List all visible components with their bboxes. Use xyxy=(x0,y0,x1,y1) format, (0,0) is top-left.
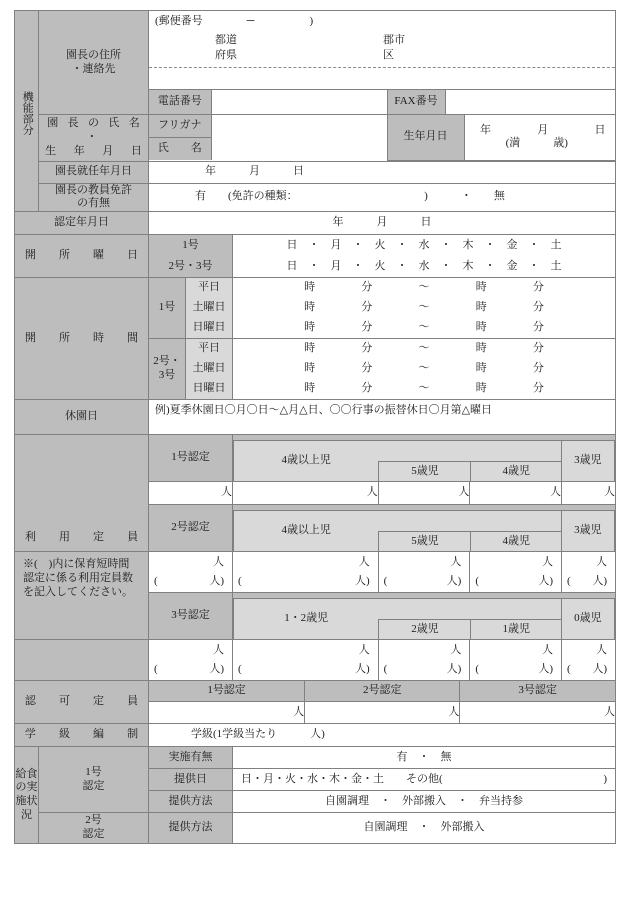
label-telephone: 電話番号 xyxy=(149,90,211,114)
open-hours-type-23go xyxy=(149,339,186,400)
row-principal-address xyxy=(15,11,616,90)
row-certification-date xyxy=(15,212,616,235)
authorized-capacity-col-3go: 3号認定 xyxy=(460,681,615,701)
capacity-3go-value-age12[interactable] xyxy=(233,640,378,680)
capacity-3go-age2-unit: 人 xyxy=(450,644,462,657)
capacity-1go-header-age4: 4歳児 xyxy=(470,461,562,481)
capacity-3go-header-age2: 2歳児 xyxy=(378,619,470,639)
field-fax[interactable] xyxy=(445,90,615,114)
open-days-type-23go: 2号・3号 xyxy=(149,256,233,278)
authorized-capacity-col-1go: 1号認定 xyxy=(149,681,305,701)
field-birthdate[interactable] xyxy=(464,115,615,160)
capacity-2go-value-age3[interactable] xyxy=(562,552,616,592)
city-line2: 区 xyxy=(383,48,394,61)
field-furigana[interactable] xyxy=(211,115,387,138)
capacity-3go-age2-short: 人) xyxy=(446,663,462,675)
label-principal-name: 園 長 の 氏 名 ・ xyxy=(47,117,143,143)
capacity-note-line1: ※( )内に保育短時間 xyxy=(23,558,130,570)
facility-information-form xyxy=(14,10,616,844)
phone-fax-table xyxy=(149,90,615,114)
capacity-1go-header-over4: 4歳以上児 xyxy=(281,454,331,467)
capacity-type-3go-text: 3号認定 xyxy=(171,609,210,622)
meals-key-method-2go: 提供方法 xyxy=(149,813,233,844)
label-meals-status xyxy=(15,747,39,844)
row-open-hours-1go-weekday xyxy=(15,278,616,299)
capacity-3go-value-age1[interactable] xyxy=(470,640,562,680)
capacity-3go-value-total[interactable] xyxy=(149,640,233,681)
capacity-2go-over4-short: 人) xyxy=(354,575,370,587)
prefecture-field[interactable] xyxy=(215,33,237,63)
capacity-2go-age4-short: 人) xyxy=(538,575,553,587)
city-line1: 郡市 xyxy=(383,34,405,46)
row-closed-days xyxy=(15,400,616,435)
capacity-2go-age3-short: 人) xyxy=(592,575,608,587)
authorized-capacity-headers xyxy=(149,681,616,702)
field-meals-method-2go[interactable]: 自園調理 ・ 外部搬入 xyxy=(233,813,616,844)
capacity-note-line3: を記入してください。 xyxy=(23,585,133,598)
field-open-hours-23go-weekday[interactable]: 時 分 ～ 時 分 xyxy=(233,339,616,360)
capacity-1go-value-age3[interactable]: 人 xyxy=(562,482,616,504)
capacity-2go-age5-open-paren: ( xyxy=(383,575,388,588)
row-class-organization xyxy=(15,724,616,747)
field-closed-days[interactable]: 例)夏季休園日〇月〇日～△月△日、〇〇行事の振替休日〇月第△曜日 xyxy=(149,400,616,435)
capacity-2go-over4-open-paren: ( xyxy=(238,575,242,588)
row-capacity-3go-values xyxy=(15,640,616,681)
prefecture-line1: 都道 xyxy=(215,34,237,46)
label-open-hours: 開 所 時 間 xyxy=(15,278,149,400)
label-teaching-license xyxy=(39,183,149,212)
meals-type-2go xyxy=(39,813,149,844)
capacity-note-spacer xyxy=(15,640,149,681)
open-hours-day-23go-sunday: 日曜日 xyxy=(186,379,233,400)
authorized-capacity-value-table xyxy=(149,702,615,723)
capacity-3go-total-open-paren: ( xyxy=(154,663,158,676)
capacity-2go-value-over4[interactable] xyxy=(233,552,378,592)
authorized-capacity-header-table xyxy=(149,681,615,701)
field-certification-date[interactable]: 年 月 日 xyxy=(149,212,616,235)
label-teaching-license-line2: の有無 xyxy=(77,197,110,210)
row-capacity-2go-values xyxy=(15,552,616,593)
label-name: 氏 名 xyxy=(149,138,211,161)
capacity-3go-value-age0[interactable] xyxy=(562,640,616,680)
capacity-2go-header-age4: 4歳児 xyxy=(470,531,562,551)
capacity-3go-age12-unit: 人 xyxy=(358,644,370,657)
capacity-2go-values-cells xyxy=(233,552,616,593)
capacity-2go-age4-unit: 人 xyxy=(542,556,553,569)
capacity-3go-age12-short: 人) xyxy=(354,663,370,675)
field-class-organization[interactable]: 学級(1学級当たり 人) xyxy=(149,724,616,747)
capacity-3go-age12-open-paren: ( xyxy=(238,663,242,676)
field-open-hours-1go-sunday[interactable]: 時 分 ～ 時 分 xyxy=(233,318,616,339)
field-telephone[interactable] xyxy=(211,90,387,114)
authorized-capacity-values xyxy=(149,702,616,724)
meals-type-2go-line1: 2号 xyxy=(85,814,102,827)
label-furigana: フリガナ xyxy=(149,115,211,138)
label-principal-address-line1: 園長の住所 xyxy=(66,48,121,61)
capacity-2go-header-age5: 5歳児 xyxy=(378,531,470,551)
cell-name-birth xyxy=(149,115,616,162)
capacity-3go-values-cells xyxy=(233,640,616,681)
capacity-3go-value-age2[interactable] xyxy=(378,640,470,680)
field-appointment-date[interactable]: 年 月 日 xyxy=(149,161,616,183)
capacity-3go-values-table xyxy=(233,640,615,680)
label-certification-date: 認定年月日 xyxy=(15,212,149,235)
capacity-type-2go xyxy=(149,505,233,552)
prefecture-line2: 府県 xyxy=(215,48,237,61)
capacity-2go-age4-open-paren: ( xyxy=(475,575,479,588)
open-hours-day-1go-saturday: 土曜日 xyxy=(186,298,233,318)
open-hours-type-23go-line2: 3号 xyxy=(158,369,176,381)
row-meals-2go-method xyxy=(15,813,616,844)
open-hours-type-23go-line1: 2号・ xyxy=(153,355,181,368)
capacity-1go-value-age4[interactable]: 人 xyxy=(470,482,562,504)
capacity-1go-values-cells xyxy=(233,482,616,505)
authorized-capacity-value-2go[interactable]: 人 xyxy=(305,702,460,723)
field-meals-method-1go[interactable]: 自園調理 ・ 外部搬入 ・ 弁当持参 xyxy=(233,791,616,813)
capacity-1go-header-age3: 3歳児 xyxy=(561,441,614,481)
field-teaching-license[interactable]: 有 (免許の種類： ) ・ 無 xyxy=(149,183,616,212)
field-meals-days[interactable] xyxy=(233,769,616,791)
capacity-2go-value-age4[interactable] xyxy=(470,552,562,592)
label-fax: FAX番号 xyxy=(387,90,445,114)
row-capacity-1go-header xyxy=(15,435,616,482)
capacity-type-3go xyxy=(149,593,233,640)
capacity-2go-age3-unit: 人 xyxy=(596,556,608,569)
capacity-3go-headers xyxy=(233,593,616,640)
capacity-2go-age5-unit: 人 xyxy=(450,556,462,569)
field-open-hours-1go-weekday[interactable]: 時 分 ～ 時 分 xyxy=(233,278,616,299)
label-closed-days: 休園日 xyxy=(15,400,149,435)
capacity-2go-over4-unit: 人 xyxy=(358,556,370,569)
meals-type-1go-line1: 1号 xyxy=(85,765,102,778)
field-open-days-1go[interactable]: 日 ・ 月 ・ 火 ・ 水 ・ 木 ・ 金 ・ 土 xyxy=(233,235,616,257)
label-principal-birth: 生 年 月 日 xyxy=(45,144,146,157)
label-birthdate: 生年月日 xyxy=(387,115,464,160)
capacity-2go-value-total[interactable] xyxy=(149,552,233,593)
side-label-text: 機能部分 xyxy=(21,91,34,135)
label-capacity-text: 利 用 定 員 xyxy=(24,531,145,544)
meals-key-days: 提供日 xyxy=(149,769,233,791)
capacity-3go-age0-unit: 人 xyxy=(596,644,608,657)
capacity-3go-age1-unit: 人 xyxy=(542,644,553,657)
birthdate-age: (満 歳) xyxy=(505,137,568,150)
capacity-2go-headers xyxy=(233,505,616,552)
row-principal-name-birth xyxy=(15,115,616,162)
field-meals-implementation[interactable]: 有 ・ 無 xyxy=(233,747,616,769)
authorized-capacity-value-3go[interactable]: 人 xyxy=(460,702,615,723)
capacity-3go-age1-open-paren: ( xyxy=(475,663,479,676)
capacity-type-1go xyxy=(149,435,233,482)
side-label-functional-section xyxy=(15,11,39,212)
row-authorized-capacity-header xyxy=(15,681,616,702)
label-meals-status-line2: 施状況 xyxy=(15,795,38,821)
capacity-3go-header-age1: 1歳児 xyxy=(470,619,562,639)
capacity-2go-total-short: 人) xyxy=(209,575,224,587)
label-principal-name-birth xyxy=(39,115,149,162)
capacity-1go-headers xyxy=(233,435,616,482)
meals-days-options: 日・月・火・水・木・金・土 その他( xyxy=(241,772,443,785)
open-hours-type-1go: 1号 xyxy=(149,278,186,339)
open-hours-day-1go-sunday: 日曜日 xyxy=(186,318,233,339)
meals-key-method-1go: 提供方法 xyxy=(149,791,233,813)
capacity-2go-total-open-paren: ( xyxy=(154,575,158,588)
authorized-capacity-col-2go: 2号認定 xyxy=(305,681,460,701)
capacity-2go-age5-short: 人) xyxy=(446,575,462,587)
capacity-3go-age0-short: 人) xyxy=(592,663,608,675)
authorized-capacity-value-1go[interactable]: 人 xyxy=(149,702,305,723)
meals-type-2go-line2: 認定 xyxy=(82,828,105,840)
capacity-3go-total-unit: 人 xyxy=(213,644,224,657)
meals-days-close-paren: ) xyxy=(603,772,608,785)
capacity-note-line2: 認定に係る利用定員数 xyxy=(23,571,133,584)
capacity-note xyxy=(15,552,149,640)
label-class-organization: 学 級 編 制 xyxy=(15,724,149,747)
field-name[interactable] xyxy=(211,138,387,161)
row-open-days-1go xyxy=(15,235,616,257)
birthdate-ymd: 年 月 日 xyxy=(480,123,609,136)
capacity-3go-total-short: 人) xyxy=(209,663,224,675)
capacity-2go-age3-open-paren: ( xyxy=(567,575,571,588)
capacity-3go-age0-open-paren: ( xyxy=(567,663,571,676)
field-open-days-23go[interactable]: 日 ・ 月 ・ 火 ・ 水 ・ 木 ・ 金 ・ 土 xyxy=(233,256,616,278)
capacity-1go-header-age5: 5歳児 xyxy=(378,461,470,481)
cell-phone-fax xyxy=(149,90,616,115)
label-authorized-capacity: 認 可 定 員 xyxy=(15,681,149,724)
field-open-hours-23go-sunday[interactable]: 時 分 ～ 時 分 xyxy=(233,379,616,400)
capacity-2go-values-table xyxy=(233,552,615,592)
capacity-type-2go-text: 2号認定 xyxy=(171,521,210,534)
label-capacity-usage xyxy=(15,435,149,552)
city-ward-field[interactable] xyxy=(383,33,405,63)
meals-type-1go-line2: 認定 xyxy=(82,779,105,792)
field-open-hours-23go-saturday[interactable]: 時 分 ～ 時 分 xyxy=(233,359,616,379)
open-hours-day-23go-weekday: 平日 xyxy=(186,339,233,360)
capacity-1go-value-age5[interactable]: 人 xyxy=(378,482,470,504)
open-days-type-1go: 1号 xyxy=(149,235,233,257)
label-appointment-date: 園長就任年月日 xyxy=(39,161,149,183)
label-open-days: 開 所 曜 日 xyxy=(15,235,149,278)
address-dotted-divider xyxy=(149,67,615,68)
capacity-3go-age1-short: 人) xyxy=(538,663,553,675)
capacity-2go-header-over4: 4歳以上児 xyxy=(281,524,331,537)
capacity-1go-value-over4[interactable]: 人 xyxy=(233,482,378,504)
capacity-3go-header-age12: 1・2歳児 xyxy=(284,612,329,625)
label-meals-status-line1: 給食の実 xyxy=(15,767,38,794)
label-principal-address-line2: ・連絡先 xyxy=(71,62,116,75)
capacity-3go-header-age0: 0歳児 xyxy=(561,599,614,639)
meals-type-1go xyxy=(39,747,149,813)
capacity-2go-value-age5[interactable] xyxy=(378,552,470,592)
capacity-2go-header-age3: 3歳児 xyxy=(561,511,614,551)
row-teaching-license xyxy=(15,183,616,212)
field-open-hours-1go-saturday[interactable]: 時 分 ～ 時 分 xyxy=(233,298,616,318)
capacity-2go-total-unit: 人 xyxy=(213,556,224,569)
label-principal-address xyxy=(39,11,149,115)
row-meals-1go-implementation xyxy=(15,747,616,769)
capacity-1go-value-total[interactable]: 人 xyxy=(149,482,233,505)
open-hours-day-1go-weekday: 平日 xyxy=(186,278,233,299)
postal-code-field[interactable]: (郵便番号 ─ ) xyxy=(155,15,314,27)
meals-key-implementation: 実施有無 xyxy=(149,747,233,769)
capacity-1go-values-table xyxy=(233,482,615,504)
capacity-3go-age2-open-paren: ( xyxy=(383,663,388,676)
label-teaching-license-line1: 園長の教員免許 xyxy=(55,183,132,196)
row-appointment-date xyxy=(15,161,616,183)
open-hours-day-23go-saturday: 土曜日 xyxy=(186,359,233,379)
name-birth-table xyxy=(149,115,615,161)
field-principal-address[interactable] xyxy=(149,11,616,90)
capacity-type-1go-text: 1号認定 xyxy=(171,451,210,464)
